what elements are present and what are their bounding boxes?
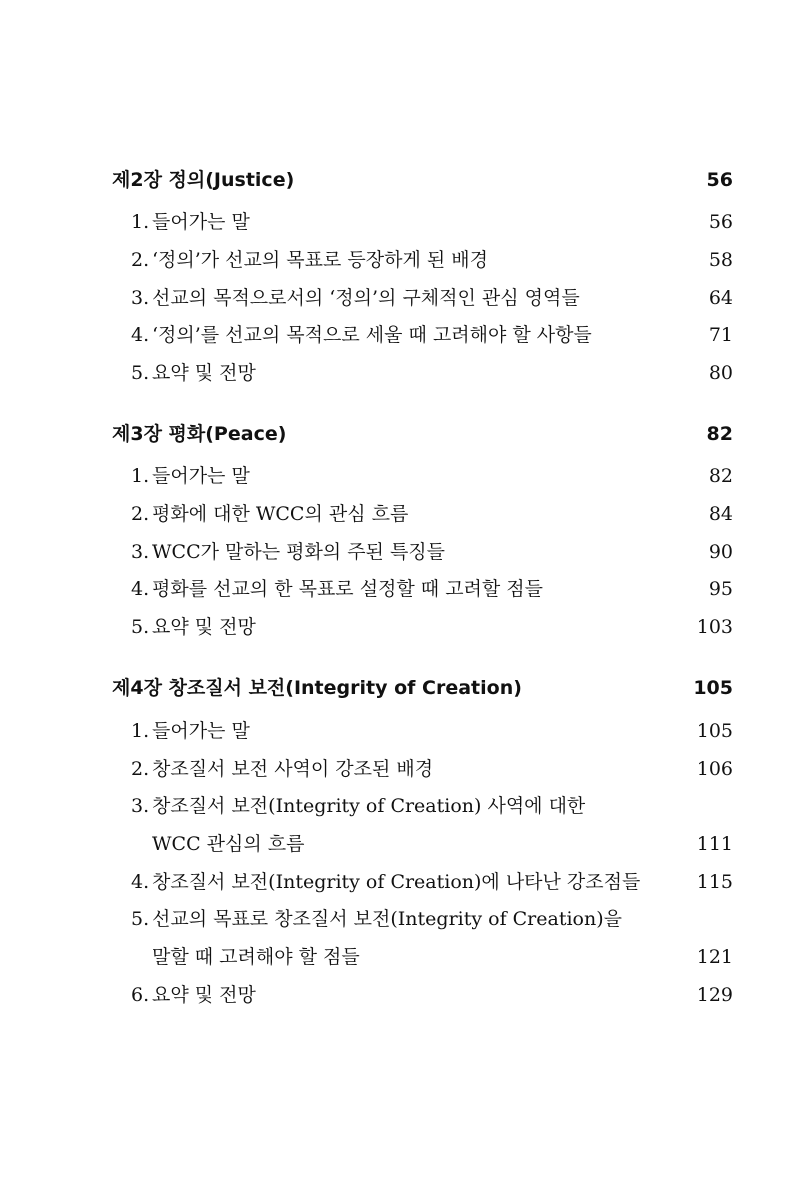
entry-page: 115	[696, 871, 733, 893]
entry-page: 129	[696, 984, 733, 1006]
entry-page: 105	[696, 720, 733, 742]
toc-entry[interactable]	[0, 611, 800, 643]
toc-entry[interactable]	[0, 206, 800, 238]
chapter-page: 82	[706, 423, 733, 445]
toc-entry[interactable]	[0, 866, 800, 898]
chapter-4-heading[interactable]	[0, 672, 800, 704]
chapter-title: 제3장 평화(Peace)	[112, 423, 287, 445]
entry-page: 56	[708, 211, 733, 233]
entry-number: 1.	[131, 465, 150, 487]
entry-title: 선교의 목적으로서의 ‘정의’의 구체적인 관심 영역들	[152, 287, 580, 309]
entry-number: 4.	[131, 324, 150, 346]
entry-title-continued: 말할 때 고려해야 할 점들	[152, 946, 360, 968]
entry-title: 들어가는 말	[152, 720, 250, 742]
entry-title: ‘정의’를 선교의 목적으로 세울 때 고려해야 할 사항들	[152, 324, 592, 346]
entry-number: 2.	[131, 503, 150, 525]
entry-page: 84	[708, 503, 733, 525]
entry-title: WCC가 말하는 평화의 주된 특징들	[152, 541, 446, 563]
entry-page: 64	[708, 287, 733, 309]
chapter-title: 제2장 정의(Justice)	[112, 169, 295, 191]
entry-title: 선교의 목표로 창조질서 보전(Integrity of Creation)을	[152, 908, 622, 930]
chapter-3-heading[interactable]	[0, 418, 800, 450]
entry-page: 111	[696, 833, 733, 855]
entry-title: 평화를 선교의 한 목표로 설정할 때 고려할 점들	[152, 578, 544, 600]
toc-entry[interactable]	[0, 715, 800, 747]
entry-title: 요약 및 전망	[152, 984, 256, 1006]
entry-page: 71	[708, 324, 733, 346]
entry-number: 3.	[131, 795, 150, 817]
toc-entry-continuation[interactable]	[0, 941, 800, 973]
entry-page: 103	[696, 616, 733, 638]
entry-page: 95	[708, 578, 733, 600]
entry-page: 58	[708, 249, 733, 271]
toc-entry[interactable]	[0, 753, 800, 785]
toc-entry-continuation[interactable]	[0, 828, 800, 860]
entry-title: 창조질서 보전(Integrity of Creation)에 나타난 강조점들	[152, 871, 641, 893]
toc-entry[interactable]	[0, 244, 800, 276]
toc-entry[interactable]	[0, 790, 800, 822]
entry-number: 1.	[131, 211, 150, 233]
entry-title: 요약 및 전망	[152, 362, 256, 384]
entry-title: ‘정의’가 선교의 목표로 등장하게 된 배경	[152, 249, 488, 271]
entry-page: 121	[696, 946, 733, 968]
toc-entry[interactable]	[0, 536, 800, 568]
entry-number: 2.	[131, 758, 150, 780]
entry-title: 창조질서 보전 사역이 강조된 배경	[152, 758, 434, 780]
entry-page: 80	[708, 362, 733, 384]
entry-page: 82	[708, 465, 733, 487]
entry-number: 1.	[131, 720, 150, 742]
entry-page: 90	[708, 541, 733, 563]
entry-number: 3.	[131, 287, 150, 309]
entry-title: 창조질서 보전(Integrity of Creation) 사역에 대한	[152, 795, 586, 817]
toc-entry[interactable]	[0, 573, 800, 605]
entry-title: 들어가는 말	[152, 211, 250, 233]
chapter-page: 105	[693, 677, 733, 699]
entry-number: 4.	[131, 578, 150, 600]
toc-entry[interactable]	[0, 357, 800, 389]
entry-number: 3.	[131, 541, 150, 563]
toc-entry[interactable]	[0, 498, 800, 530]
entry-number: 5.	[131, 362, 150, 384]
entry-number: 6.	[131, 984, 150, 1006]
entry-title: 평화에 대한 WCC의 관심 흐름	[152, 503, 409, 525]
entry-number: 5.	[131, 908, 150, 930]
toc-entry[interactable]	[0, 460, 800, 492]
entry-title-continued: WCC 관심의 흐름	[152, 833, 305, 855]
chapter-title: 제4장 창조질서 보전(Integrity of Creation)	[112, 677, 522, 699]
toc-entry[interactable]	[0, 282, 800, 314]
entry-title: 들어가는 말	[152, 465, 250, 487]
entry-number: 5.	[131, 616, 150, 638]
entry-number: 4.	[131, 871, 150, 893]
chapter-2-heading[interactable]	[0, 164, 800, 196]
entry-page: 106	[696, 758, 733, 780]
toc-entry[interactable]	[0, 903, 800, 935]
entry-number: 2.	[131, 249, 150, 271]
toc-entry[interactable]	[0, 979, 800, 1011]
toc-entry[interactable]	[0, 319, 800, 351]
chapter-page: 56	[706, 169, 733, 191]
entry-title: 요약 및 전망	[152, 616, 256, 638]
